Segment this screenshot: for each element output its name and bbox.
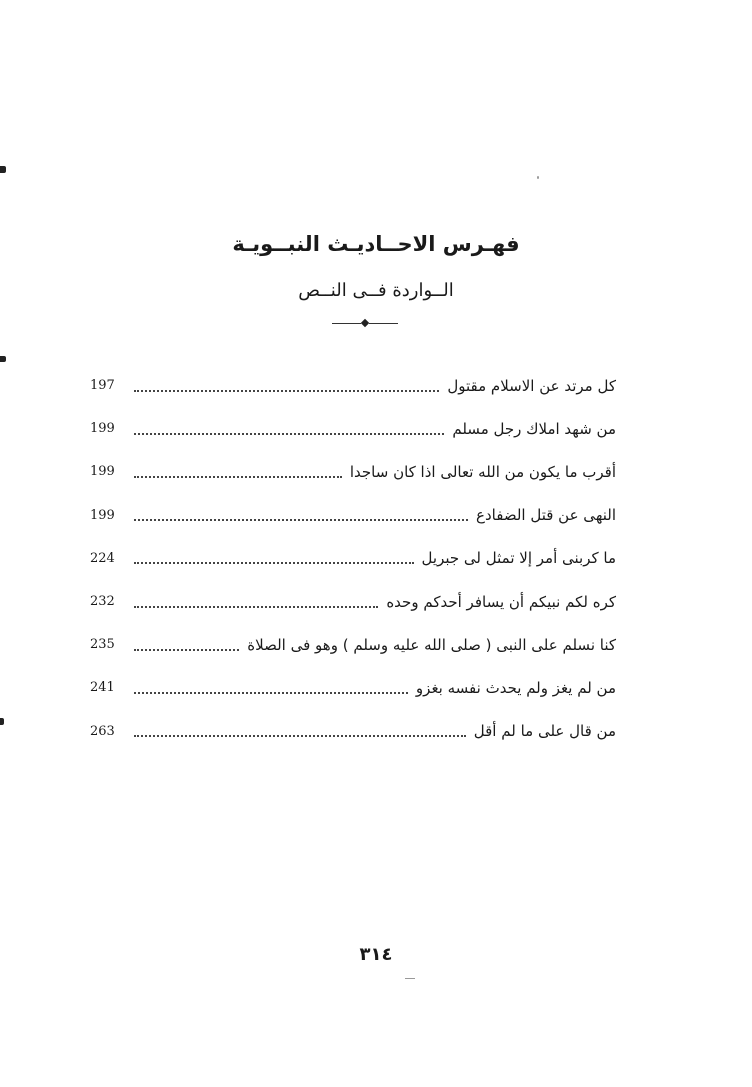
entry-page-number: 197 (90, 378, 115, 394)
list-item (90, 494, 616, 537)
dot-leader (134, 433, 444, 435)
list-item (90, 537, 616, 580)
list-item (90, 710, 616, 753)
dot-leader (134, 735, 466, 737)
dot-leader (134, 390, 439, 392)
entry-page-number: 199 (90, 507, 115, 523)
scan-edge-mark (0, 718, 4, 725)
scan-speck (537, 176, 539, 179)
entry-text: النهى عن قتل الضفادع (476, 506, 616, 525)
divider-ornament (332, 320, 398, 328)
entry-text: من قال على ما لم أقل (473, 722, 616, 741)
page-number: ٣١٤ (359, 944, 393, 965)
list-item (90, 623, 616, 666)
dot-leader (134, 692, 408, 694)
entry-text: كره لكم نبيكم أن يسافر أحدكم وحده (386, 592, 616, 611)
dot-leader (134, 562, 414, 564)
scan-speck (405, 978, 415, 979)
entry-text: من شهد املاك رجل مسلم (452, 419, 616, 438)
entry-page-number: 263 (90, 723, 115, 739)
dot-leader (134, 476, 342, 478)
entry-page-number: 241 (90, 680, 115, 696)
index-title: فهـرس الاحــاديـث النبــويـة (232, 232, 520, 256)
index-subtitle: الــواردة فــى النــص (298, 280, 454, 301)
entry-page-number: 199 (90, 464, 115, 480)
scan-edge-mark (0, 166, 6, 173)
dot-leader (134, 606, 378, 608)
hadith-index-list (90, 364, 616, 753)
entry-text: كل مرتد عن الاسلام مقتول (447, 376, 616, 395)
dot-leader (134, 649, 239, 651)
scan-edge-mark (0, 356, 6, 362)
list-item (90, 666, 616, 709)
entry-text: أقرب ما يكون من الله تعالى اذا كان ساجدا (349, 462, 616, 481)
entry-text: كنا نسلم على النبى ( صلى الله عليه وسلم ) وهو فى الصلاة (247, 635, 616, 654)
entry-page-number: 224 (90, 550, 115, 566)
list-item (90, 364, 616, 407)
dot-leader (134, 519, 468, 521)
entry-text: ما كربنى أمر إلا تمثل لى جبريل (421, 549, 616, 568)
list-item (90, 580, 616, 623)
entry-text: من لم يغز ولم يحدث نفسه بغزو (415, 678, 616, 697)
entry-page-number: 199 (90, 421, 115, 437)
entry-page-number: 232 (90, 594, 115, 610)
diamond-icon (361, 319, 369, 327)
list-item (90, 450, 616, 493)
list-item (90, 407, 616, 450)
entry-page-number: 235 (90, 637, 115, 653)
